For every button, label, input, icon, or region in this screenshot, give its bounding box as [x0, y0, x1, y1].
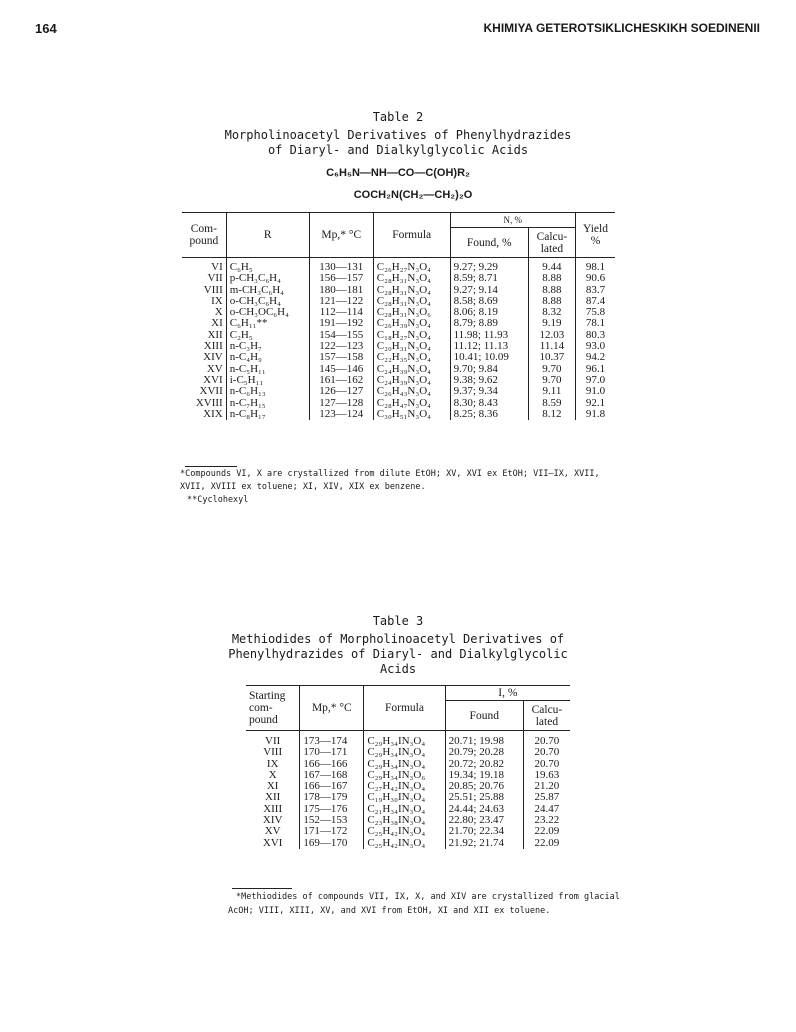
cell-calculated: 20.70 — [523, 731, 570, 748]
cell-formula: C₂₈H₃₁N₃O₄ — [373, 273, 450, 284]
cell-calculated: 8.88 — [528, 285, 575, 296]
cell-yield: 80.3 — [576, 330, 615, 341]
cell-found: 9.27; 9.14 — [450, 285, 528, 296]
cell-formula: C₂₈H₃₁N₃O₆ — [373, 307, 450, 318]
footnote-rule — [232, 888, 292, 889]
cell-found: 9.70; 9.84 — [450, 364, 528, 375]
cell-compound: VI — [211, 261, 223, 273]
cell-compound: XI — [211, 317, 223, 330]
table-row — [182, 273, 615, 284]
table3-title-line3: Acids — [379, 662, 417, 676]
cell-calculated: 21.20 — [523, 781, 570, 792]
cell-formula: C₂₉H₃₄IN₃O₄ — [364, 731, 445, 748]
cell-r: n-C₃H₇ — [226, 341, 309, 352]
table2-footnote2: **Cyclohexyl — [187, 495, 249, 505]
journal-running-head: KHIMIYA GETEROTSIKLICHESKIKH SOEDINENII — [483, 21, 760, 35]
col-header-found: Found — [445, 701, 523, 731]
cell-yield: 92.1 — [576, 398, 615, 409]
cell-yield: 78.1 — [576, 318, 615, 329]
cell-calculated: 9.44 — [528, 258, 575, 274]
cell-calculated: 9.11 — [528, 386, 575, 397]
cell-calculated: 8.32 — [528, 307, 575, 318]
cell-formula: C₂₉H₃₄IN₃O₄ — [364, 747, 445, 758]
cell-yield: 87.4 — [576, 296, 615, 307]
table3-title-line1: Methiodides of Morpholinoacetyl Derivatives of — [231, 632, 565, 646]
cell-yield: 96.1 — [576, 364, 615, 375]
cell-yield: 75.8 — [576, 307, 615, 318]
cell-calculated: 20.70 — [523, 747, 570, 758]
cell-compound: XVII — [199, 385, 223, 398]
cell-compound: X — [214, 306, 223, 319]
cell-found: 20.79; 20.28 — [445, 747, 523, 758]
page-number: 164 — [35, 21, 57, 36]
cell-mp: 127—128 — [309, 398, 373, 409]
cell-compound: IX — [266, 757, 279, 770]
cell-found: 8.59; 8.71 — [450, 273, 528, 284]
cell-mp: 166—167 — [300, 781, 364, 792]
cell-calculated: 19.63 — [523, 770, 570, 781]
col-header-found: Found, % — [450, 228, 528, 258]
table3-footnote-line1: *Methiodides of compounds VII, IX, X, and XIV are crystallized from glacial — [236, 892, 620, 902]
cell-calculated: 10.37 — [528, 352, 575, 363]
cell-yield: 98.1 — [576, 258, 615, 274]
table3-footnote-line2: AcOH; VIII, XIII, XV, and XVI from EtOH, XI and XII ex toluene. — [228, 906, 551, 916]
cell-compound: XII — [207, 328, 223, 341]
cell-mp: 123—124 — [309, 409, 373, 420]
cell-calculated: 8.88 — [528, 296, 575, 307]
cell-mp: 112—114 — [309, 307, 373, 318]
cell-r: m-CH₃C₆H₄ — [226, 285, 309, 296]
cell-compound: XIII — [263, 802, 283, 815]
cell-formula: C₂₇H₄₂IN₃O₄ — [364, 781, 445, 792]
cell-formula: C₁₈H₂₇N₃O₄ — [373, 330, 450, 341]
table-row — [182, 386, 615, 397]
cell-mp: 167—168 — [300, 770, 364, 781]
cell-compound: XIV — [262, 814, 283, 827]
cell-r: C₂H₅ — [226, 330, 309, 341]
cell-formula: C₂₃H₃₈IN₃O₄ — [364, 815, 445, 826]
cell-r: n-C₆H₁₃ — [226, 386, 309, 397]
cell-r: n-C₈H₁₇ — [226, 409, 309, 420]
cell-mp: 121—122 — [309, 296, 373, 307]
cell-mp: 130—131 — [309, 258, 373, 274]
cell-found: 20.85; 20.76 — [445, 781, 523, 792]
col-header-starting-compound: Starting com- pound — [246, 686, 300, 731]
table-row — [182, 409, 615, 420]
col-header-formula: Formula — [373, 213, 450, 258]
cell-found: 11.98; 11.93 — [450, 330, 528, 341]
cell-formula: C₂₄H₃₉N₃O₄ — [373, 375, 450, 386]
cell-yield: 93.0 — [576, 341, 615, 352]
table-row — [246, 731, 570, 748]
cell-calculated: 9.19 — [528, 318, 575, 329]
table2 — [182, 212, 615, 420]
cell-compound: XI — [266, 780, 279, 793]
cell-compound: XV — [264, 825, 281, 838]
cell-found: 19.34; 19.18 — [445, 770, 523, 781]
cell-compound: XIV — [203, 351, 223, 364]
cell-found: 22.80; 23.47 — [445, 815, 523, 826]
cell-found: 24.44; 24.63 — [445, 804, 523, 815]
footnote-rule — [185, 466, 237, 467]
col-header-calculated: Calcu- lated — [528, 228, 575, 258]
table-row — [246, 826, 570, 837]
cell-mp: 175—176 — [300, 804, 364, 815]
table2-footnote1-line1: *Compounds VI, X are crystallized from dilute EtOH; XV, XVI ex EtOH; VII–IX, XVII, — [180, 469, 600, 479]
cell-formula: C₁₉H₃₀IN₃O₄ — [364, 792, 445, 803]
col-group-i: I, % — [445, 686, 570, 701]
cell-formula: C₃₀H₅₁N₃O₄ — [373, 409, 450, 420]
table-row — [246, 747, 570, 758]
cell-mp: 156—157 — [309, 273, 373, 284]
cell-formula: C₂₈H₃₁N₃O₄ — [373, 285, 450, 296]
col-group-n: N, % — [450, 213, 575, 228]
cell-formula: C₂₈H₃₁N₃O₄ — [373, 296, 450, 307]
cell-compound: X — [268, 768, 277, 781]
cell-calculated: 20.70 — [523, 759, 570, 770]
cell-mp: 152—153 — [300, 815, 364, 826]
cell-compound: XIII — [203, 340, 223, 353]
cell-calculated: 9.70 — [528, 364, 575, 375]
cell-r: n-C₄H₉ — [226, 352, 309, 363]
cell-mp: 122—123 — [309, 341, 373, 352]
cell-mp: 161—162 — [309, 375, 373, 386]
cell-yield: 90.6 — [576, 273, 615, 284]
cell-calculated: 22.09 — [523, 826, 570, 837]
cell-calculated: 8.88 — [528, 273, 575, 284]
cell-compound: XVIII — [195, 396, 223, 409]
table3-title-line2: Phenylhydrazides of Diaryl- and Dialkylglycolic — [228, 647, 568, 661]
table2-label: Table 2 — [372, 110, 424, 124]
cell-mp: 169—170 — [300, 838, 364, 849]
cell-mp: 178—179 — [300, 792, 364, 803]
cell-formula: C₂₁H₃₄IN₃O₄ — [364, 804, 445, 815]
cell-found: 8.30; 8.43 — [450, 398, 528, 409]
cell-formula: C₂₉H₃₄IN₃O₆ — [364, 770, 445, 781]
col-header-calculated: Calcu- lated — [523, 701, 570, 731]
cell-found: 9.38; 9.62 — [450, 375, 528, 386]
cell-compound: VIII — [263, 746, 283, 759]
cell-mp: 154—155 — [309, 330, 373, 341]
cell-found: 8.79; 8.89 — [450, 318, 528, 329]
cell-calculated: 9.70 — [528, 375, 575, 386]
cell-r: o-CH₃C₆H₄ — [226, 296, 309, 307]
cell-mp: 173—174 — [300, 731, 364, 748]
cell-formula: C₂₉H₃₄IN₃O₄ — [364, 759, 445, 770]
cell-found: 21.92; 21.74 — [445, 838, 523, 849]
table-row — [246, 838, 570, 849]
table2-formula-line1: C₆H₅N—NH—CO—C(OH)R₂ — [326, 167, 470, 179]
cell-found: 20.71; 19.98 — [445, 731, 523, 748]
table2-title-line1: Morpholinoacetyl Derivatives of Phenylhydrazides — [224, 128, 572, 142]
cell-formula: C₂₈H₄₇N₃O₄ — [373, 398, 450, 409]
cell-compound: VIII — [203, 283, 223, 296]
table3-label: Table 3 — [372, 614, 424, 628]
cell-found: 25.51; 25.88 — [445, 792, 523, 803]
cell-r: C₆H₅ — [226, 258, 309, 274]
cell-compound: XVI — [262, 836, 283, 849]
cell-mp: 145—146 — [309, 364, 373, 375]
cell-calculated: 11.14 — [528, 341, 575, 352]
cell-yield: 97.0 — [576, 375, 615, 386]
col-header-formula: Formula — [364, 686, 445, 731]
cell-mp: 180—181 — [309, 285, 373, 296]
cell-compound: XIX — [203, 407, 223, 420]
table2-footnote1-line2: XVII, XVIII ex toluene; XI, XIV, XIX ex benzene. — [180, 482, 426, 492]
cell-calculated: 8.12 — [528, 409, 575, 420]
cell-compound: VII — [265, 735, 281, 747]
cell-calculated: 8.59 — [528, 398, 575, 409]
cell-mp: 157—158 — [309, 352, 373, 363]
col-header-mp: Mp,* °C — [300, 686, 364, 731]
cell-mp: 126—127 — [309, 386, 373, 397]
cell-formula: C₂₅H₄₂IN₃O₄ — [364, 826, 445, 837]
table2-formula-line2: COCH₂N(CH₂—CH₂)₂O — [353, 189, 473, 201]
col-header-r: R — [226, 213, 309, 258]
cell-formula: C₂₅H₄₂IN₃O₄ — [364, 838, 445, 849]
cell-yield: 94.2 — [576, 352, 615, 363]
cell-r: n-C₅H₁₁ — [226, 364, 309, 375]
cell-yield: 91.0 — [576, 386, 615, 397]
cell-compound: IX — [211, 294, 223, 307]
col-header-yield: Yield % — [576, 213, 615, 258]
cell-r: C₆H₁₁** — [226, 318, 309, 329]
cell-calculated: 12.03 — [528, 330, 575, 341]
cell-found: 9.27; 9.29 — [450, 258, 528, 274]
cell-yield: 91.8 — [576, 409, 615, 420]
cell-compound: XV — [206, 362, 223, 375]
cell-formula: C₂₆H₃₉N₃O₄ — [373, 318, 450, 329]
cell-compound: XII — [265, 791, 281, 804]
cell-calculated: 24.47 — [523, 804, 570, 815]
cell-formula: C₂₂H₃₅N₃O₄ — [373, 352, 450, 363]
table3 — [246, 685, 570, 849]
cell-compound: VII — [207, 272, 223, 285]
cell-r: n-C₇H₁₅ — [226, 398, 309, 409]
cell-r: i-C₅H₁₁ — [226, 375, 309, 386]
col-header-compound: Com- pound — [182, 213, 226, 258]
cell-formula: C₂₀H₃₁N₃O₄ — [373, 341, 450, 352]
col-header-mp: Mp,* °C — [309, 213, 373, 258]
cell-formula: C₂₆H₂₇N₃O₄ — [373, 258, 450, 274]
cell-found: 8.06; 8.19 — [450, 307, 528, 318]
cell-r: p-CH₃C₆H₄ — [226, 273, 309, 284]
cell-mp: 191—192 — [309, 318, 373, 329]
cell-found: 11.12; 11.13 — [450, 341, 528, 352]
cell-r: o-CH₃OC₆H₄ — [226, 307, 309, 318]
table-row — [182, 258, 615, 274]
cell-yield: 83.7 — [576, 285, 615, 296]
table2-title-line2: of Diaryl- and Dialkylglycolic Acids — [267, 143, 529, 157]
cell-found: 21.70; 22.34 — [445, 826, 523, 837]
cell-found: 8.25; 8.36 — [450, 409, 528, 420]
cell-found: 9.37; 9.34 — [450, 386, 528, 397]
cell-found: 20.72; 20.82 — [445, 759, 523, 770]
cell-calculated: 23.22 — [523, 815, 570, 826]
cell-found: 10.41; 10.09 — [450, 352, 528, 363]
cell-compound: XVI — [203, 373, 223, 386]
cell-found: 8.58; 8.69 — [450, 296, 528, 307]
cell-mp: 170—171 — [300, 747, 364, 758]
cell-calculated: 25.87 — [523, 792, 570, 803]
cell-formula: C₂₆H₄₃N₃O₄ — [373, 386, 450, 397]
table-row — [182, 352, 615, 363]
cell-calculated: 22.09 — [523, 838, 570, 849]
cell-mp: 166—166 — [300, 759, 364, 770]
cell-mp: 171—172 — [300, 826, 364, 837]
cell-formula: C₂₄H₃₉N₃O₄ — [373, 364, 450, 375]
